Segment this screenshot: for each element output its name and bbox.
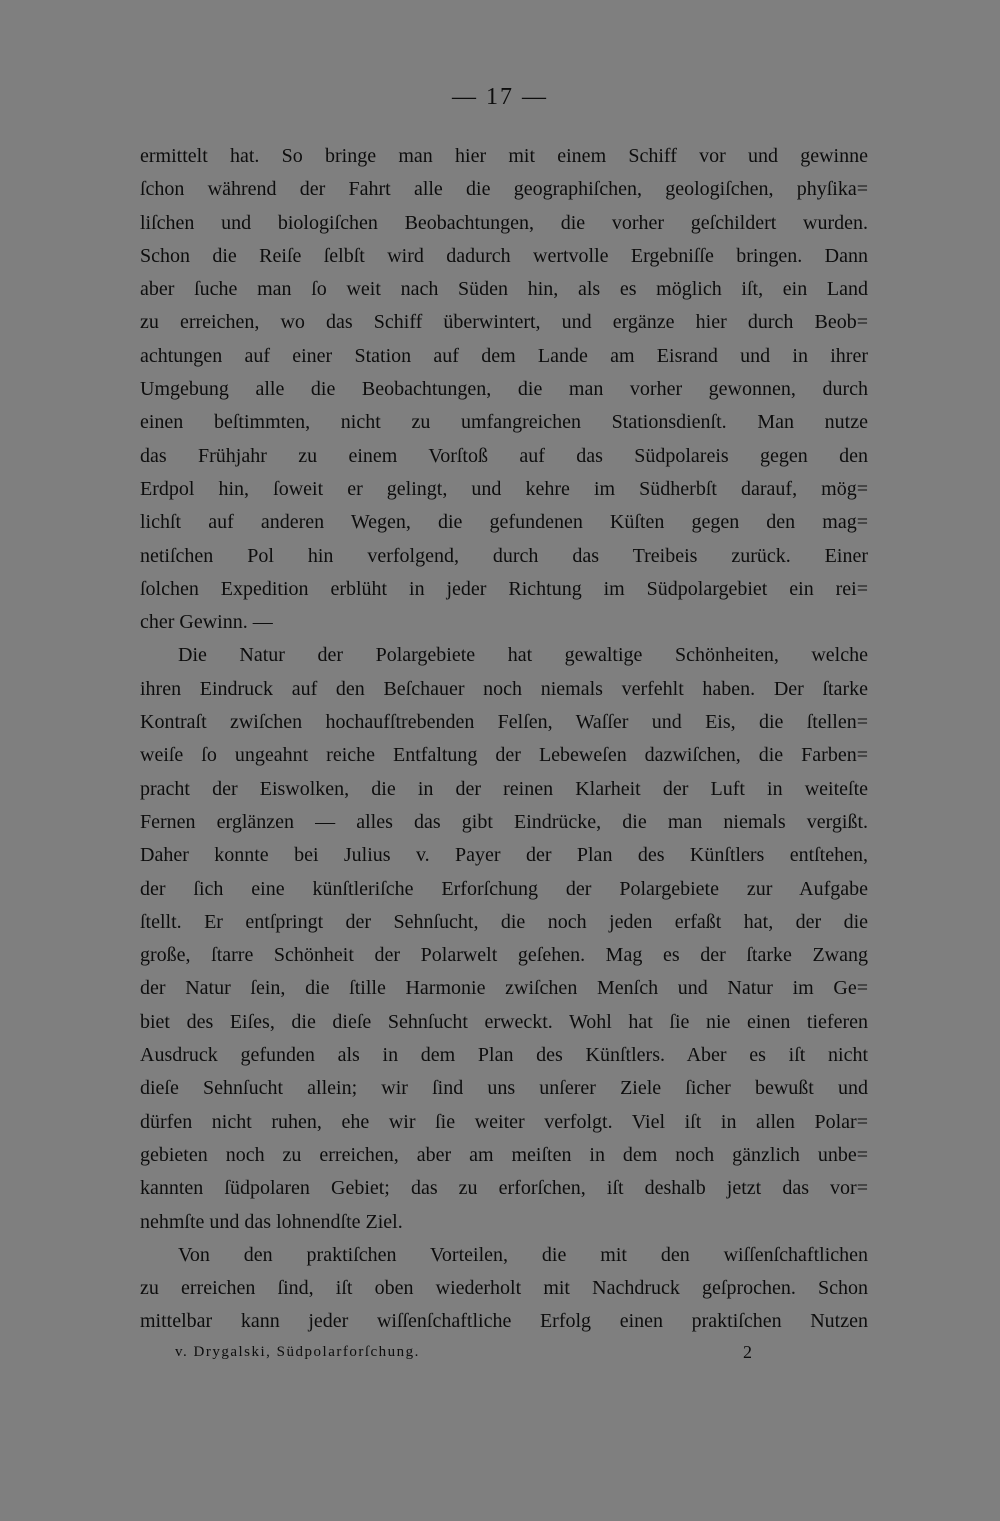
text-line: Erdpol hin, ſoweit er gelingt, und kehre im Südherbſt darauf, mög= [140,477,868,500]
text-line: Von den praktiſchen Vorteilen, die mit den wiſſenſchaftlichen [178,1243,868,1266]
text-line: einen beſtimmten, nicht zu umfangreichen Stationsdienſt. Man nutze [140,411,868,434]
paragraph-continued [140,140,868,639]
text-line: der ſich eine künſtleriſche Erforſchung der Polargebiete zur Aufgabe [140,877,868,900]
text-line: lichſt auf anderen Wegen, die gefundenen Küſten gegen den mag= [140,511,868,534]
text-line: Ausdruck gefunden als in dem Plan des Künſtlers. Aber es iſt nicht [140,1044,868,1067]
text-line: ſolchen Expedition erblüht in jeder Richtung im Südpolargebiet ein rei= [140,577,868,600]
page-number-header: — 17 — [452,84,548,110]
text-line: cher Gewinn. — [140,611,273,634]
text-line: Die Natur der Polargebiete hat gewaltige Schönheiten, welche [178,644,868,667]
text-line: pracht der Eiswolken, die in der reinen Klarheit der Luft in weiteſte [140,777,868,800]
text-line: ermittelt hat. So bringe man hier mit einem Schiff vor und gewinne [140,145,868,167]
signature-number: 2 [743,1342,752,1362]
paragraph-practical-advantages [140,1239,868,1339]
text-line: ſtellt. Er entſpringt der Sehnſucht, die noch jeden erfaßt hat, der die [140,910,868,933]
text-line: der Natur ſein, die ſtille Harmonie zwiſchen Menſch und Natur im Ge= [140,977,868,1000]
text-line: biet des Eiſes, die dieſe Sehnſucht erweckt. Wohl hat ſie nie einen tieferen [140,1010,868,1033]
text-line: netiſchen Pol hin verfolgend, durch das Treibeis zurück. Einer [140,544,868,567]
text-line: zu erreichen ſind, iſt oben wiederholt mit Nachdruck geſprochen. Schon [140,1277,868,1300]
text-line: weiſe ſo ungeahnt reiche Entfaltung der Lebeweſen dazwiſchen, die Farben= [140,744,868,767]
paragraph-polar-beauty [140,639,868,1238]
text-line: mittelbar kann jeder wiſſenſchaftliche Erfolg einen praktiſchen Nutzen [140,1310,868,1333]
text-line: Daher konnte bei Julius v. Payer der Plan des Künſtlers entſtehen, [140,844,868,867]
text-line: dieſe Sehnſucht allein; wir ſind uns unſerer Ziele ſicher bewußt und [140,1077,868,1100]
text-line: dürfen nicht ruhen, ehe wir ſie weiter verfolgt. Viel iſt in allen Polar= [140,1110,868,1133]
text-line: liſchen und biologiſchen Beobachtungen, die vorher geſchildert wurden. [140,211,868,234]
text-line: ſchon während der Fahrt alle die geographiſchen, geologiſchen, phyſika= [140,178,868,201]
text-line: Fernen erglänzen — alles das gibt Eindrücke, die man niemals vergißt. [140,810,868,833]
signature-mark: v. Drygalski, Südpolarforſchung. [175,1344,420,1360]
text-line: kannten ſüdpolaren Gebiet; das zu erforſchen, iſt deshalb jetzt das vor= [140,1177,868,1200]
page-footer [175,1337,775,1367]
text-line: nehmſte und das lohnendſte Ziel. [140,1210,403,1233]
text-line: Schon die Reiſe ſelbſt wird dadurch wertvolle Ergebniſſe bringen. Dann [140,244,868,267]
text-line: das Frühjahr zu einem Vorſtoß auf das Südpolareis gegen den [140,444,868,467]
text-line: ihren Eindruck auf den Beſchauer noch niemals verfehlt haben. Der ſtarke [140,677,868,700]
text-line: große, ſtarre Schönheit der Polarwelt geſehen. Mag es der ſtarke Zwang [140,944,868,967]
text-line: Kontraſt zwiſchen hochaufſtrebenden Felſen, Waſſer und Eis, die ſtellen= [140,711,868,734]
text-line: zu erreichen, wo das Schiff überwintert, und ergänze hier durch Beob= [140,311,868,334]
text-line: aber ſuche man ſo weit nach Süden hin, als es möglich iſt, ein Land [140,278,868,301]
text-line: Umgebung alle die Beobachtungen, die man vorher gewonnen, durch [140,378,868,401]
text-line: gebieten noch zu erreichen, aber am meiſten in dem noch gänzlich unbe= [140,1143,868,1166]
text-line: achtungen auf einer Station auf dem Lande am Eisrand und in ihrer [140,344,868,367]
body-text [140,140,868,1339]
